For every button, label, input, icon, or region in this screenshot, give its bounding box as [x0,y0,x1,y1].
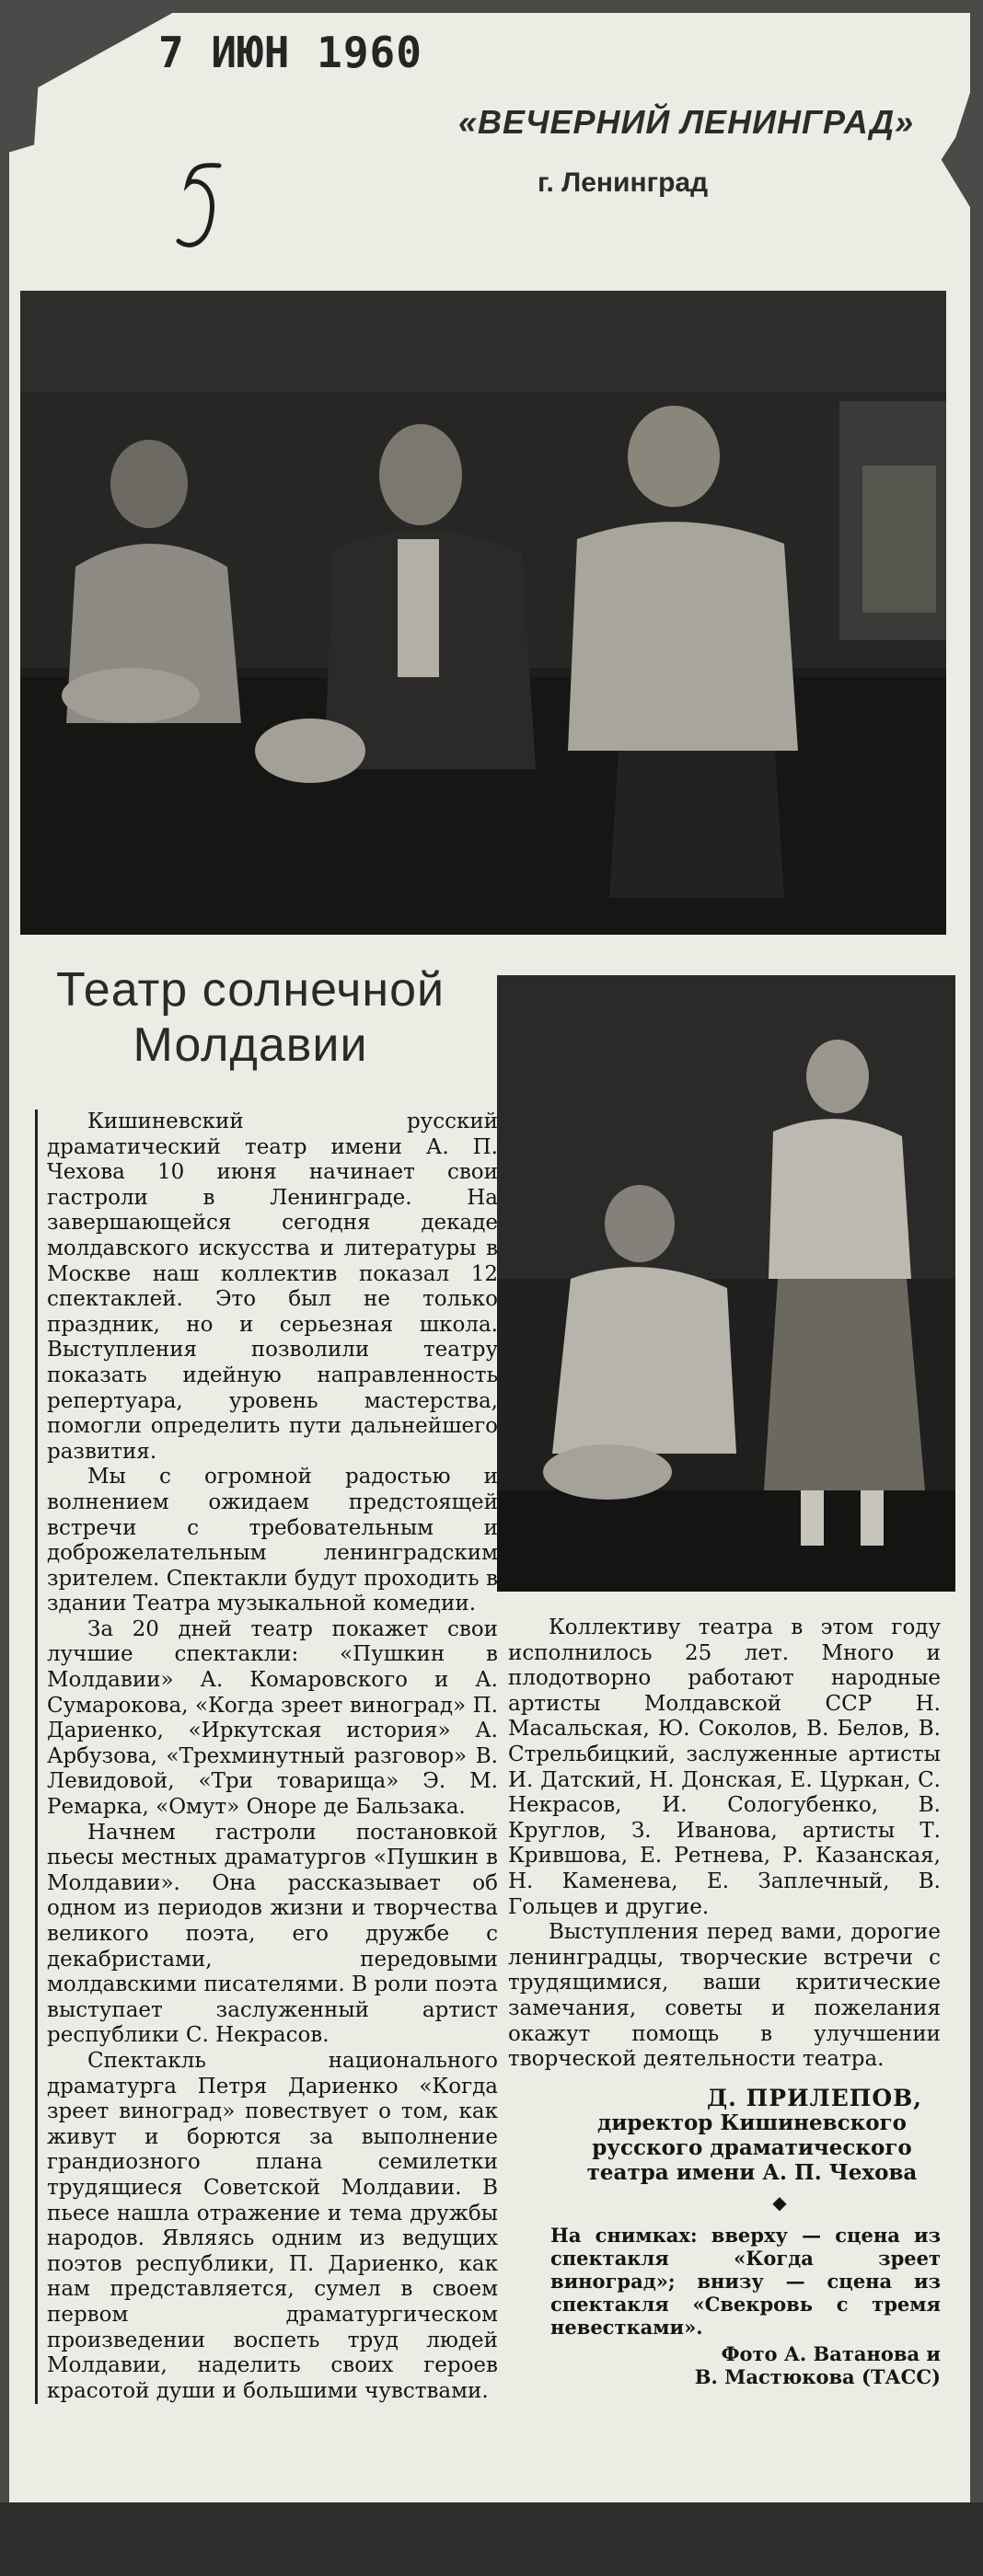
photo-captions: На снимках: вверху — сцена из спектакля «Когда зреет виноград»; внизу — сцена из спектакля «Свекровь с тремя невестками». [550,2223,941,2339]
photo-credit [508,2342,941,2388]
article-paragraph: Начнем гастроли постановкой пьесы местных драматургов «Пушкин в Молдавии». Она рассказывает об одном из периодов жизни и творчества великого поэта, его дружбе с декабристами, передовыми молдавскими писателями. В роли поэта выступает заслуженный артист республики С. Некрасов. [47,1820,498,2048]
article-paragraph: За 20 дней театр покажет свои лучшие спектакли: «Пушкин в Молдавии» А. Комаровского и А. Сумарокова, «Когда зреет виноград» П. Дариенко, «Иркутская история» А. Арбузова, «Трехминутный разговор» В. Левидовой, «Три товарища» Э. М. Ремарка, «Омут» Оноре де Бальзака. [47,1616,498,1820]
author-name: Д. ПРИЛЕПОВ, [706,2084,922,2111]
article-headline: Театр солнечной Молдавии [55,963,445,1072]
photo-scene-top [20,291,946,935]
photo-credit-line: В. Мастюкова (ТАСС) [694,2364,941,2388]
background-table [0,2502,983,2576]
diamond-ornament-icon: ◆ [772,2191,787,2214]
article-paragraph: Кишиневский русский драматический театр имени А. П. Чехова 10 июня начинает свои гастроли в Ленинграде. На завершающейся сегодня декаде молдавского искусства и литературы в Москве наш коллектив показал 12 спектаклей. Это был не только праздник, но и серьезная школа. Выступления позволили театру показать идейную направленность репертуара, уровень мастерства, помогли определить пути дальнейшего развития. [47,1110,498,1464]
article-right-column [508,1616,941,2388]
article-paragraph: Мы с огромной радостью и волнением ожидаем предстоящей встречи с требовательным и доброжелательным ленинградским зрителем. Спектакли будут проходить в здании Театра музыкальной комедии. [47,1465,498,1616]
article-paragraph: Спектакль национального драматурга Петря Дариенко «Когда зреет виноград» повествует о том, как живут и борются за выполнение грандиозного плана семилетки трудящиеся Советской Молдавии. В пьесе нашла отражение и тема дружбы народов. Являясь одним из ведущих поэтов республики, П. Дариенко, как нам представляется, сумел в своем первом драматургическом произведении воспеть труд людей Молдавии, наделить своих героев красотой души и большими чувствами. [47,2048,498,2403]
handwritten-number [171,156,236,267]
author-title: директор Кишиневского русского драматического театра имени А. П. Чехова [586,2110,918,2186]
photo-credit-line: Фото А. Ватанова и [721,2341,941,2365]
signature-block [508,2086,941,2186]
city-stamp: г. Ленинград [538,167,709,198]
newspaper-stamp: «ВЕЧЕРНИЙ ЛЕНИНГРАД» [458,103,915,141]
article-paragraph: Коллективу театра в этом году исполнилось 25 лет. Много и плодотворно работают народные артисты Молдавской ССР Н. Масальская, Ю. Соколов, В. Белов, В. Стрельбицкий, заслуженные артисты И. Датский, Н. Донская, Е. Цуркан, С. Некрасов, И. Сологубенко, В. Круглов, З. Иванова, артисты Т. Крившова, Е. Ретнева, Р. Казанская, Н. Каменева, Е. Заплечный, В. Гольцев и другие. [508,1616,941,1919]
photo-scene-bottom [497,975,955,1592]
date-stamp: 7 ИЮН 1960 [158,28,422,77]
article-left-column [35,1110,498,2404]
article-paragraph: Выступления перед вами, дорогие ленинградцы, творческие встречи с трудящимися, ваши критические замечания, советы и пожелания окажут помощь в улучшении творческой деятельности театра. [508,1920,941,2072]
